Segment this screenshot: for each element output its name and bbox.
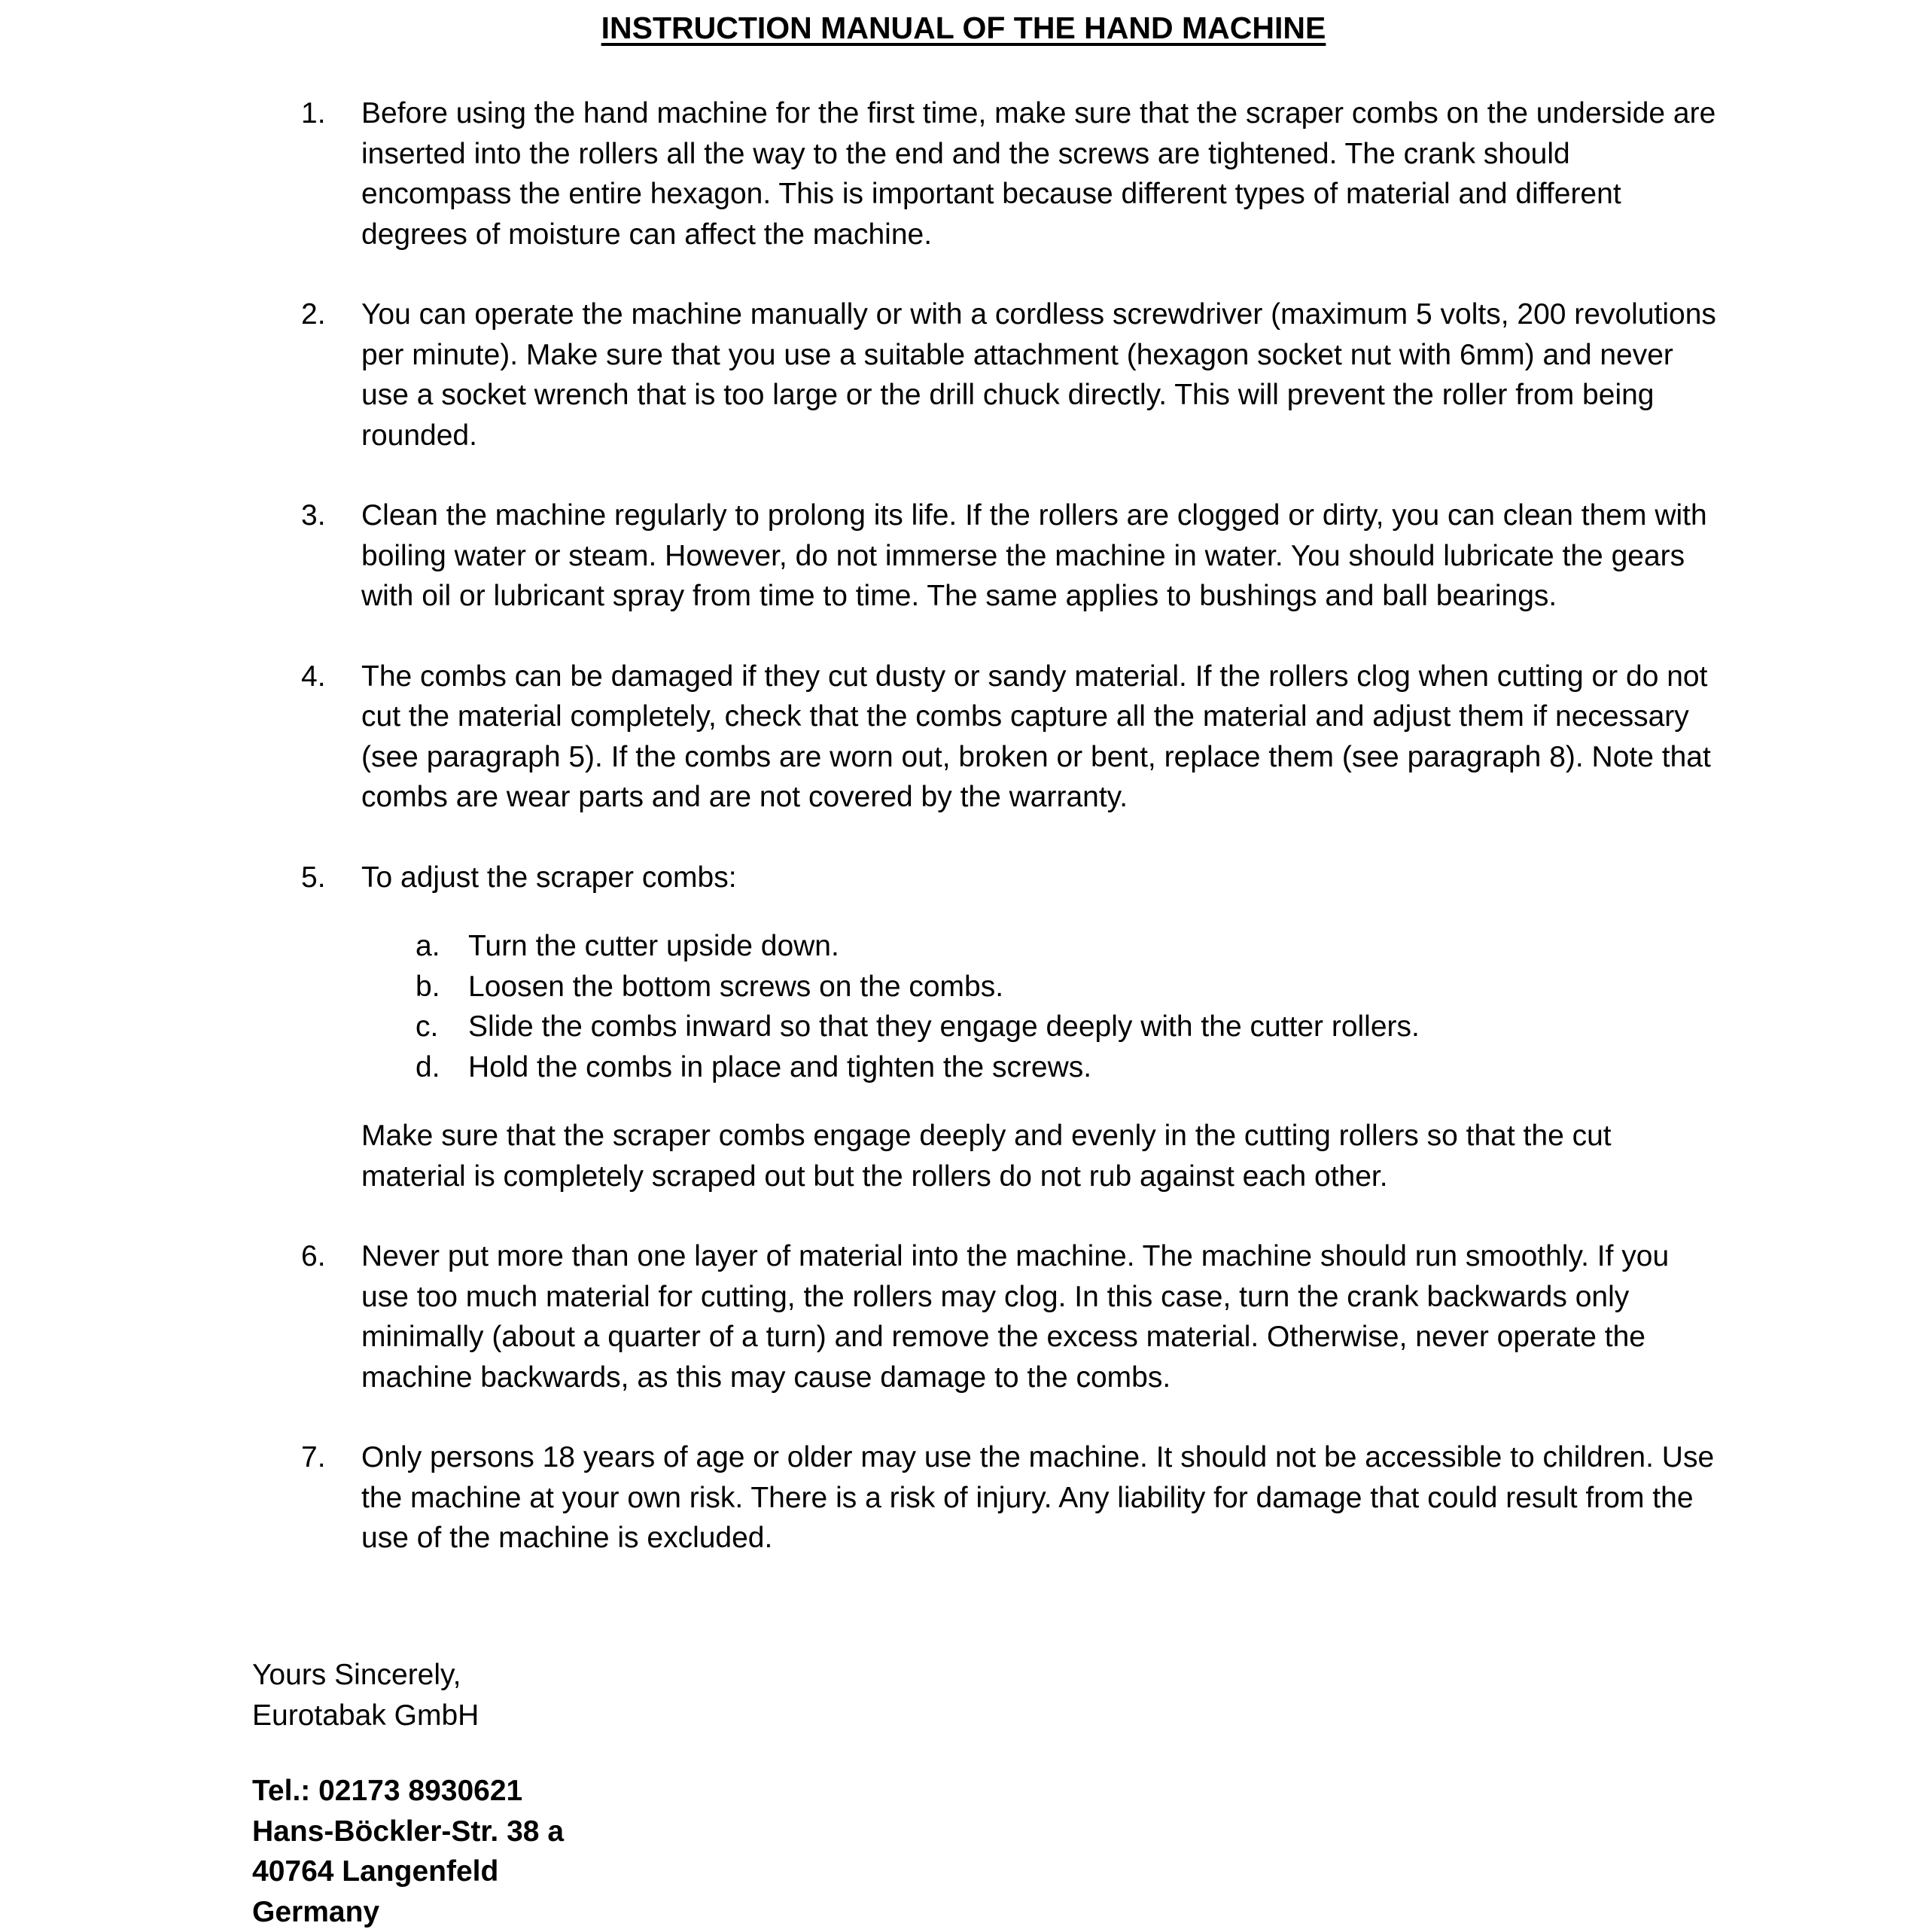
item-number: 3. xyxy=(301,495,326,536)
sub-step-text: Turn the cutter upside down. xyxy=(468,930,839,962)
item-text: The combs can be damaged if they cut dusty or sandy material. If the rollers clog when cutting or do not cut the material completely, check that the combs capture all the material and adjust them if necessary (see paragraph 5). If the combs are worn out, broken or bent, replace them (see paragraph 8). Note that combs are wear parts and are not covered by the warranty. xyxy=(361,660,1711,814)
sub-step-text: Loosen the bottom screws on the combs. xyxy=(468,971,1003,1003)
sub-step-letter: c. xyxy=(416,1007,438,1047)
instruction-item-3 xyxy=(301,495,1716,617)
sub-step-letter: d. xyxy=(416,1047,440,1088)
closing-block xyxy=(252,1655,479,1735)
sub-step-c xyxy=(361,1007,1716,1047)
contact-city: 40764 Langenfeld xyxy=(252,1851,564,1892)
contact-phone: Tel.: 02173 8930621 xyxy=(252,1771,564,1812)
sub-step-d xyxy=(361,1047,1716,1088)
item-number: 4. xyxy=(301,657,326,697)
sub-step-text: Slide the combs inward so that they engage deeply with the cutter rollers. xyxy=(468,1010,1420,1043)
item-text: To adjust the scraper combs: xyxy=(361,861,737,894)
sub-step-letter: b. xyxy=(416,967,440,1007)
sub-step-letter: a. xyxy=(416,926,440,967)
sub-step-b xyxy=(361,967,1716,1007)
item-text: Only persons 18 years of age or older may use the machine. It should not be accessible to children. Use the machine at your own risk. There is a risk of injury. Any liability for damage that could result from the use of the machine is excluded. xyxy=(361,1441,1714,1554)
instruction-item-2 xyxy=(301,294,1716,456)
item-number: 5. xyxy=(301,858,326,898)
item-number: 7. xyxy=(301,1437,326,1478)
item-text: Never put more than one layer of material into the machine. The machine should run smoothly. If you use too much material for cutting, the rollers may clog. In this case, turn the crank backwards only minimally (about a quarter of a turn) and remove the excess material. Otherwise, never operate the machine backwards, as this may cause damage to the combs. xyxy=(361,1240,1669,1394)
instruction-item-5 xyxy=(301,858,1716,1197)
item-text: Clean the machine regularly to prolong its life. If the rollers are clogged or dirty, you can clean them with boiling water or steam. However, do not immerse the machine in water. You should lubricate the gears with oil or lubricant spray from time to time. The same applies to bushings and ball bearings. xyxy=(361,499,1707,612)
item-text: You can operate the machine manually or with a cordless screwdriver (maximum 5 volts, 200 revolutions per minute). Make sure that you use a suitable attachment (hexagon socket nut with 6mm) and never use a socket wrench that is too large or the drill chuck directly. This will prevent the roller from being rounded. xyxy=(361,298,1716,452)
item-number: 1. xyxy=(301,93,326,134)
item-text: Before using the hand machine for the first time, make sure that the scraper combs on the underside are inserted into the rollers all the way to the end and the screws are tightened. The crank should encompass the entire hexagon. This is important because different types of material and different degrees of moisture can affect the machine. xyxy=(361,97,1715,251)
company-name: Eurotabak GmbH xyxy=(252,1696,479,1736)
instruction-item-6 xyxy=(301,1236,1716,1397)
contact-street: Hans-Böckler-Str. 38 a xyxy=(252,1812,564,1852)
contact-country: Germany xyxy=(252,1892,564,1932)
document-title: INSTRUCTION MANUAL OF THE HAND MACHINE xyxy=(0,9,1927,47)
adjustment-note: Make sure that the scraper combs engage deeply and evenly in the cutting rollers so that the cut material is completely scraped out but the rollers do not rub against each other. xyxy=(361,1120,1612,1193)
item-number: 2. xyxy=(301,294,326,335)
sub-step-text: Hold the combs in place and tighten the screws. xyxy=(468,1051,1091,1083)
instruction-list xyxy=(301,93,1716,1598)
instruction-item-4 xyxy=(301,657,1716,818)
item-number: 6. xyxy=(301,1236,326,1277)
contact-block xyxy=(252,1771,564,1932)
instruction-item-7 xyxy=(301,1437,1716,1559)
instruction-item-1 xyxy=(301,93,1716,254)
sub-step-a xyxy=(361,926,1716,967)
salutation: Yours Sincerely, xyxy=(252,1655,479,1696)
sub-step-list xyxy=(361,926,1716,1087)
